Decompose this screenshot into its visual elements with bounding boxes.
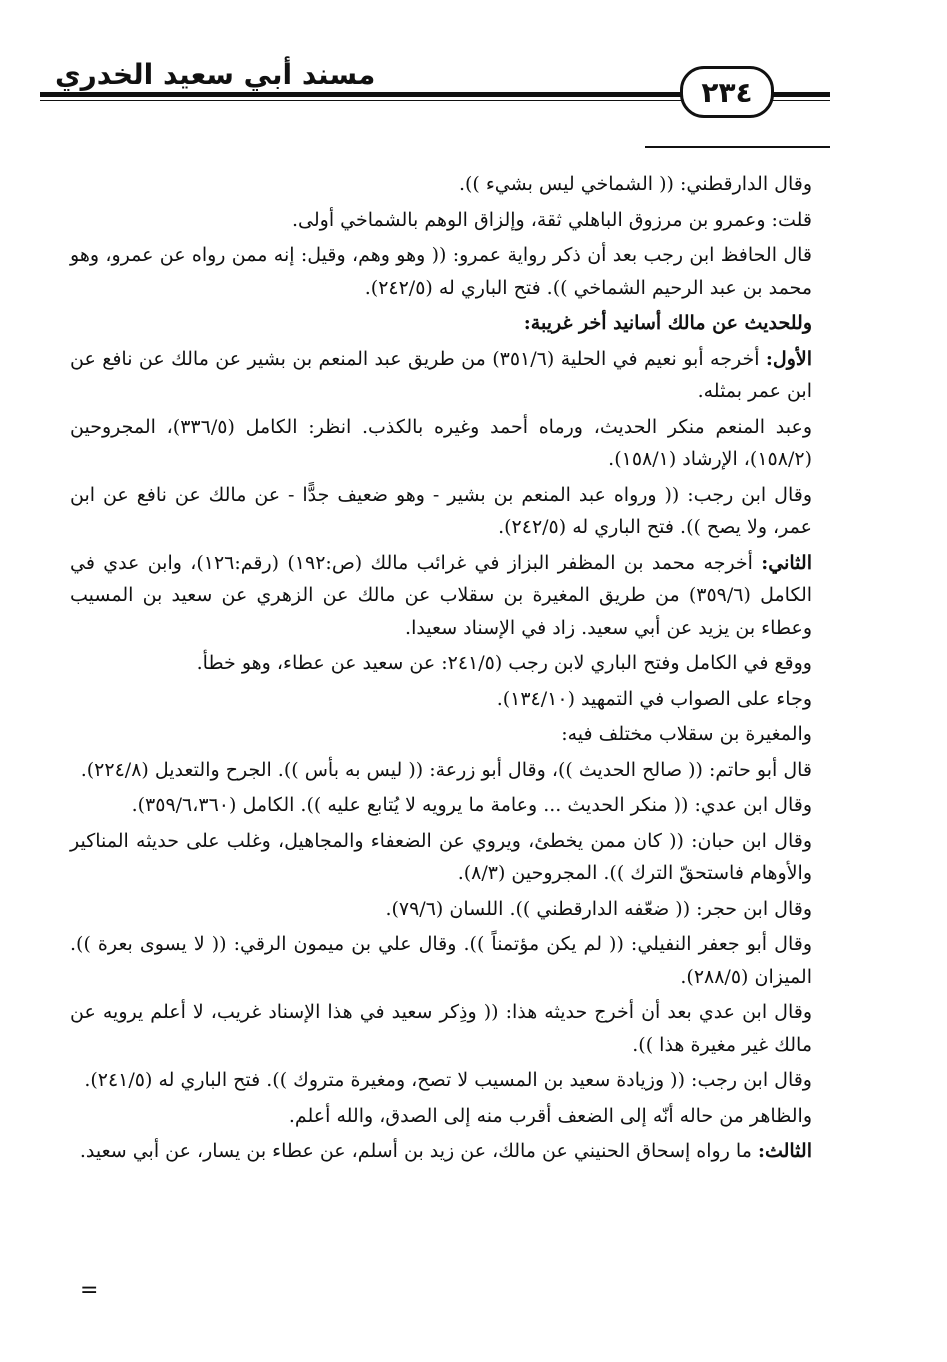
paragraph-text: وقال ابن عدي: (( منكر الحديث ... وعامة ما يرويه لا يُتابع عليه )). الكامل (٣٥٩/٦،٣٦٠). <box>131 794 812 816</box>
paragraph-2 <box>70 204 812 237</box>
paragraph-text: وقال الدارقطني: (( الشماخي ليس بشيء )). <box>458 173 812 195</box>
paragraph-3 <box>70 239 812 304</box>
paragraph-text: والظاهر من حاله أنّه إلى الضعف أقرب منه إلى الصدق، والله أعلم. <box>288 1104 812 1127</box>
paragraph-7 <box>70 479 812 544</box>
paragraph-text: وقال ابن حجر: (( ضعّفه الدارقطني )). اللسان (٧٩/٦). <box>385 897 812 920</box>
paragraph-1 <box>70 168 812 201</box>
paragraph-text: وعبد المنعم منكر الحديث، ورماه أحمد وغيره بالكذب. انظر: الكامل (٣٣٦/٥)، المجروحين (١٥٨/٢)، الإرشاد (١٥٨/١). <box>70 415 812 470</box>
page-header <box>0 40 947 150</box>
paragraph-text: والمغيرة بن سقلاب مختلف فيه: <box>561 723 812 745</box>
paragraph-lead: الأول: <box>765 347 812 370</box>
paragraph-16 <box>70 928 812 993</box>
paragraph-15 <box>70 893 812 926</box>
paragraph-text: وللحديث عن مالك أسانيد أخر غريبة: <box>523 312 812 334</box>
paragraph-text: أخرجه محمد بن المظفر البزاز في غرائب مالك (ص:١٩٢) (رقم:١٢٦)، وابن عدي في الكامل (٣٥٩/٦) من طريق المغيرة بن سقلاب عن مالك عن الزهري عن سعيد بن المسيب وعطاء بن يزيد عن أبي سعيد. زاد في الإسناد سعيدا. <box>70 551 813 639</box>
continuation-mark: = <box>80 1278 99 1303</box>
paragraph-10 <box>70 683 812 716</box>
page-body <box>70 168 812 1171</box>
paragraph-text: ما رواه إسحاق الحنيني عن مالك، عن زيد بن أسلم، عن عطاء بن يسار، عن أبي سعيد. <box>79 1140 758 1162</box>
paragraph-6 <box>70 411 812 476</box>
paragraph-third-chain <box>70 1135 812 1168</box>
paragraph-text: قال الحافظ ابن رجب بعد أن ذكر رواية عمرو: (( وهو وهم، وقيل: إنه ممن رواه عن عمرو، وهو محمد بن عبد الرحيم الشماخي )). فتح الباري له (٢٤٢/٥). <box>70 244 812 299</box>
paragraph-12 <box>70 754 812 787</box>
paragraph-lead: الثالث: <box>757 1140 812 1162</box>
paragraph-17 <box>70 996 812 1061</box>
paragraph-text: وقال ابن رجب: (( وزيادة سعيد بن المسيب لا تصح، ومغيرة متروك )). فتح الباري له (٢٤١/٥). <box>84 1069 812 1091</box>
paragraph-13 <box>70 789 812 822</box>
paragraph-14 <box>70 825 812 890</box>
book-title: مسند أبي سعيد الخدري <box>55 58 376 91</box>
paragraph-second-chain <box>70 547 812 645</box>
section-heading <box>70 307 812 340</box>
paragraph-text: وقال ابن حبان: (( كان ممن يخطئ، ويروي عن الضعفاء والمجاهيل، وغلب على حديثه المناكير والأوهام فاستحقّ الترك )). المجروحين (٨/٣). <box>70 829 812 884</box>
paragraph-text: ووقع في الكامل وفتح الباري لابن رجب (٢٤١/٥: عن سعيد عن عطاء، وهو خطأ. <box>196 652 812 674</box>
paragraph-text: وقال ابن رجب: (( ورواه عبد المنعم بن بشير - وهو ضعيف جدًّا - عن مالك عن نافع عن ابن عمر، ولا يصح )). فتح الباري له (٢٤٢/٥). <box>70 483 812 538</box>
paragraph-9 <box>70 647 812 680</box>
paragraph-text: قال أبو حاتم: (( صالح الحديث ))، وقال أبو زرعة: (( ليس به بأس )). الجرح والتعديل (٢٢٤/٨). <box>80 758 812 781</box>
paragraph-text: قلت: وعمرو بن مرزوق الباهلي ثقة، وإلزاق الوهم بالشماخي أولى. <box>292 208 812 231</box>
paragraph-lead: الثاني: <box>761 551 812 574</box>
paragraph-11 <box>70 718 812 751</box>
page-number: ٢٣٤ <box>680 66 774 118</box>
paragraph-text: وجاء على الصواب في التمهيد (١٣٤/١٠). <box>496 687 812 710</box>
paragraph-19 <box>70 1100 812 1133</box>
paragraph-first-chain <box>70 343 812 408</box>
paragraph-18 <box>70 1064 812 1097</box>
header-underline <box>645 146 830 148</box>
paragraph-text: وقال أبو جعفر النفيلي: (( لم يكن مؤتمناً )). وقال علي بن ميمون الرقي: (( لا يسوى بعرة )). الميزان (٢٨٨/٥). <box>70 933 812 988</box>
paragraph-text: وقال ابن عدي بعد أن أخرج حديثه هذا: (( وذِكر سعيد في هذا الإسناد غريب، لا أعلم يرويه عن مالك غير مغيرة هذا )). <box>70 1001 812 1056</box>
paragraph-text: أخرجه أبو نعيم في الحلية (٣٥١/٦) من طريق عبد المنعم بن بشير عن مالك عن نافع عن ابن عمر بمثله. <box>70 347 812 402</box>
